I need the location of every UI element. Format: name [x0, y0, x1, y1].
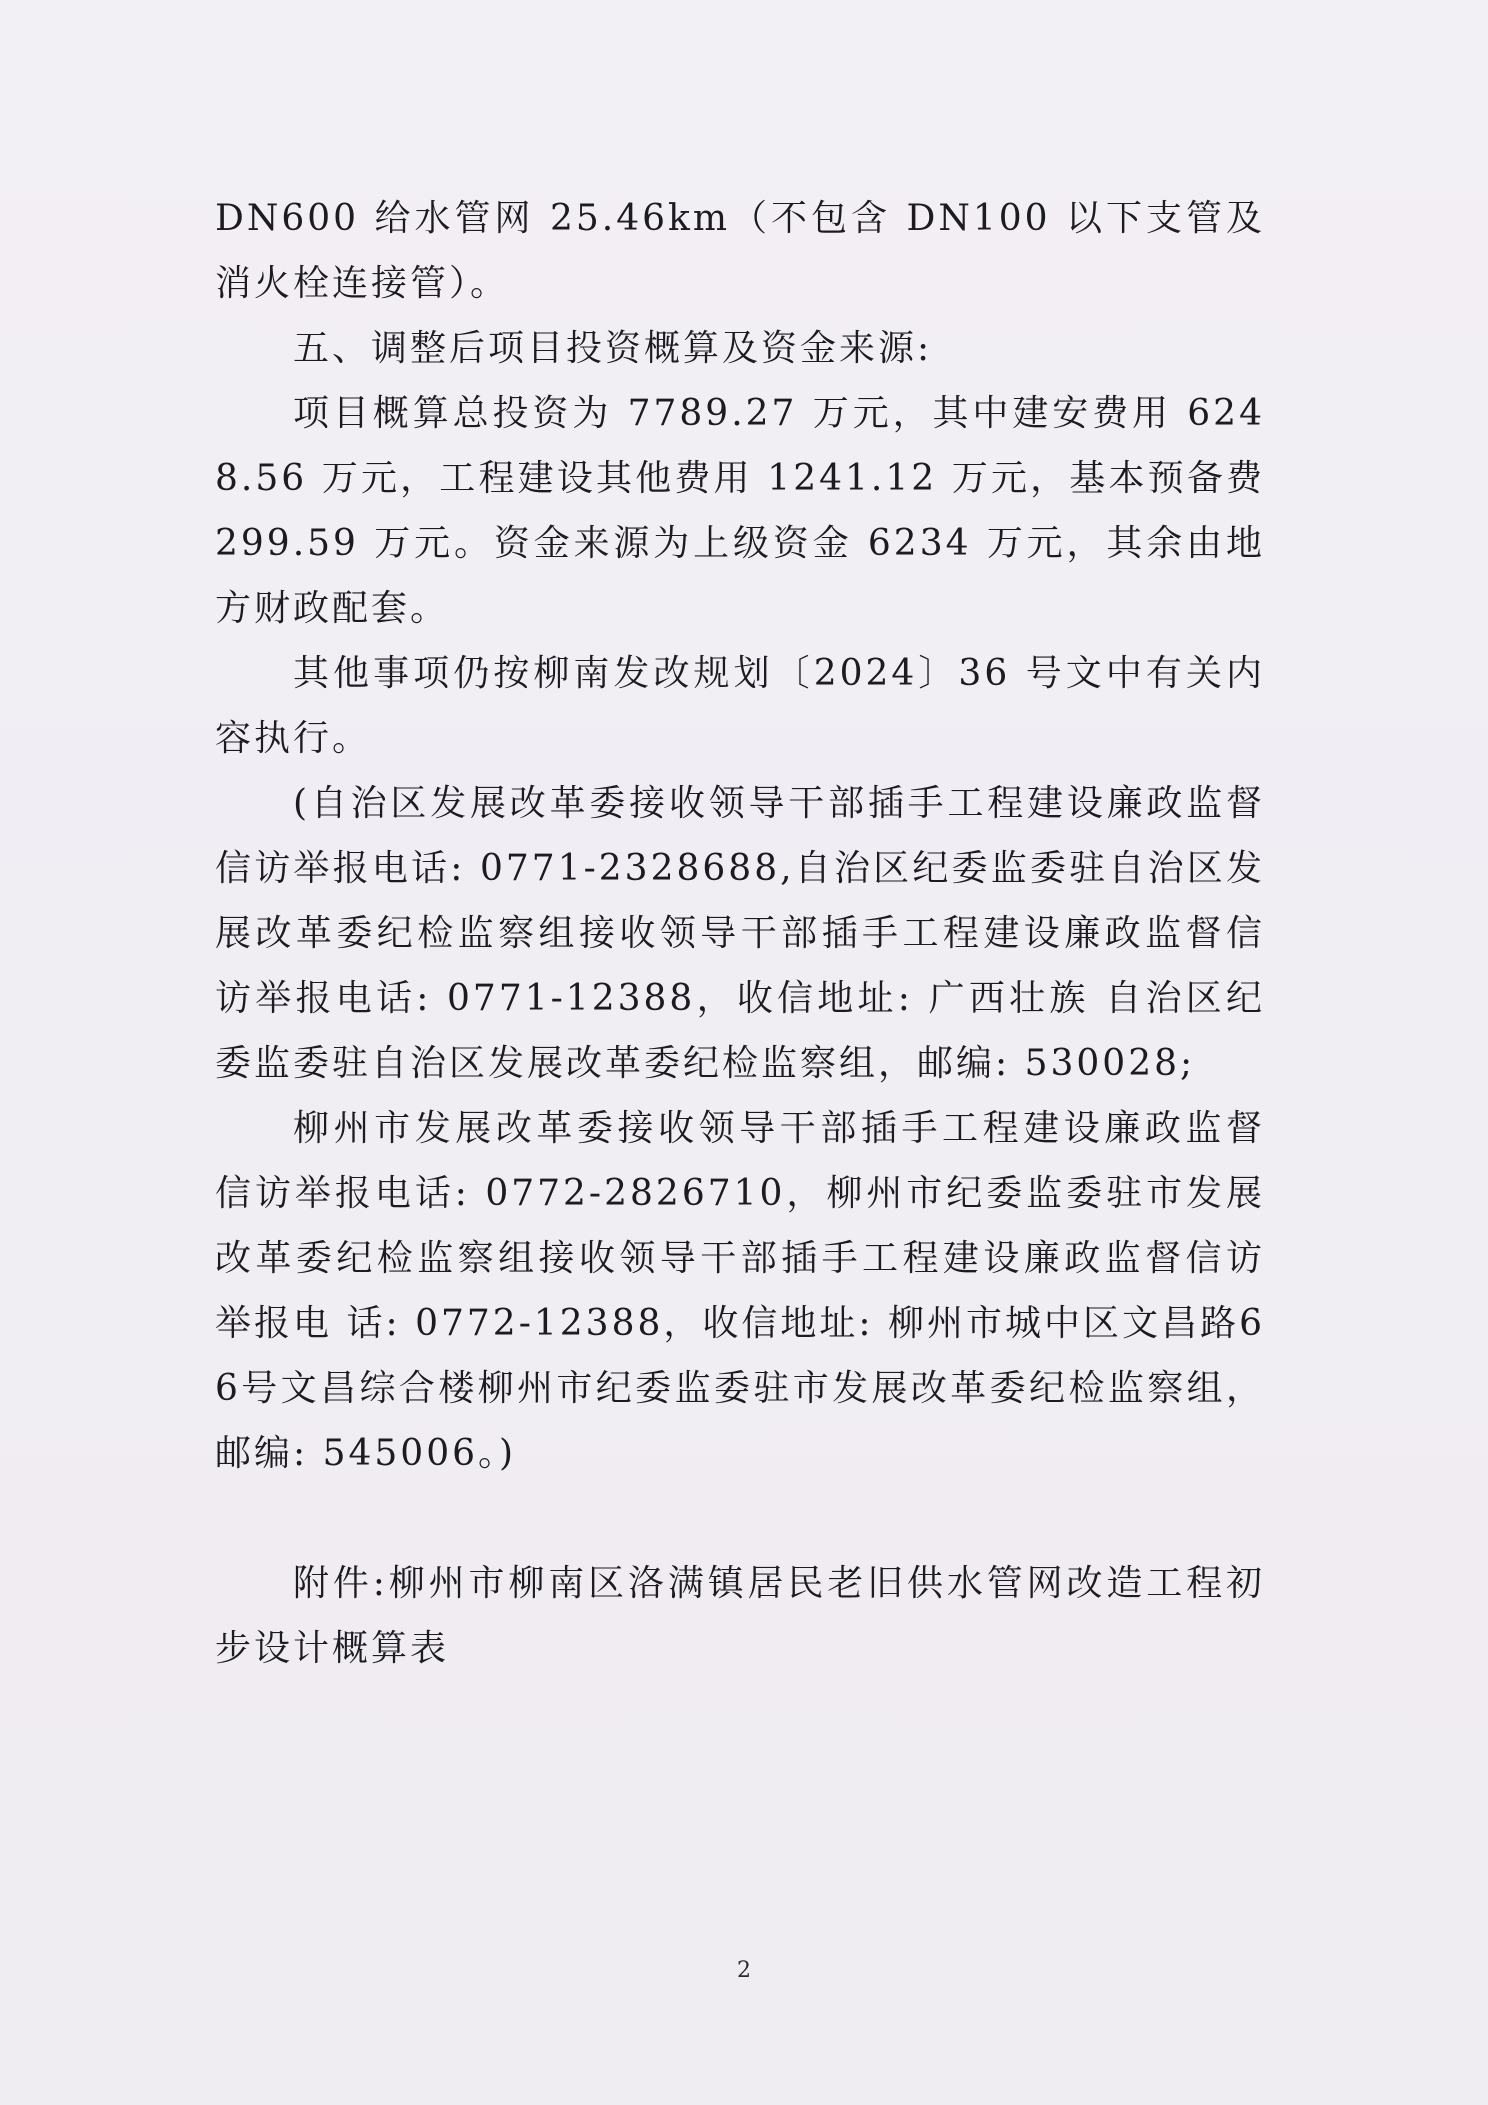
section-heading-investment: 五、调整后项目投资概算及资金来源:: [293, 328, 933, 369]
paragraph-attachment: 附件:柳州市柳南区洛满镇居民老旧供水管网改造工程初步设计概算表: [215, 1563, 1265, 1669]
document-body: [215, 186, 1265, 1681]
paragraph-pipe-network: DN600 给水管网 25.46km（不包含 DN100 以下支管及消火栓连接管）。: [215, 198, 1265, 304]
paragraph-regional-hotline: (自治区发展改革委接收领导干部插手工程建设廉政监督信访举报电话: 0771-2328688,自治区纪委监委驻自治区发展改革委纪检监察组接收领导干部插手工程建设廉政监督信访举报电话: 0771-12388，收信地址: 广西壮族 自治区纪委监委驻自治区发展改革委纪检监察组，邮编: 530028;: [215, 783, 1265, 1084]
paragraph-other-matters: 其他事项仍按柳南发改规划〔2024〕36 号文中有关内容执行。: [215, 653, 1265, 759]
paragraph-investment-budget: 项目概算总投资为 7789.27 万元，其中建安费用 6248.56 万元，工程建设其他费用 1241.12 万元，基本预备费 299.59 万元。资金来源为上级资金 6234 万元，其余由地方财政配套。: [215, 393, 1265, 629]
paragraph-city-hotline: 柳州市发展改革委接收领导干部插手工程建设廉政监督信访举报电话: 0772-2826710，柳州市纪委监委驻市发展改革委纪检监察组接收领导干部插手工程建设廉政监督信访举报电 话: 0772-12388，收信地址: 柳州市城中区文昌路66号文昌综合楼柳州市纪委监委驻市发展改革委纪检监察组，邮编: 545006。): [215, 1108, 1265, 1474]
page-number: 2: [737, 1958, 751, 1983]
paragraph-spacer: [215, 1486, 1265, 1551]
